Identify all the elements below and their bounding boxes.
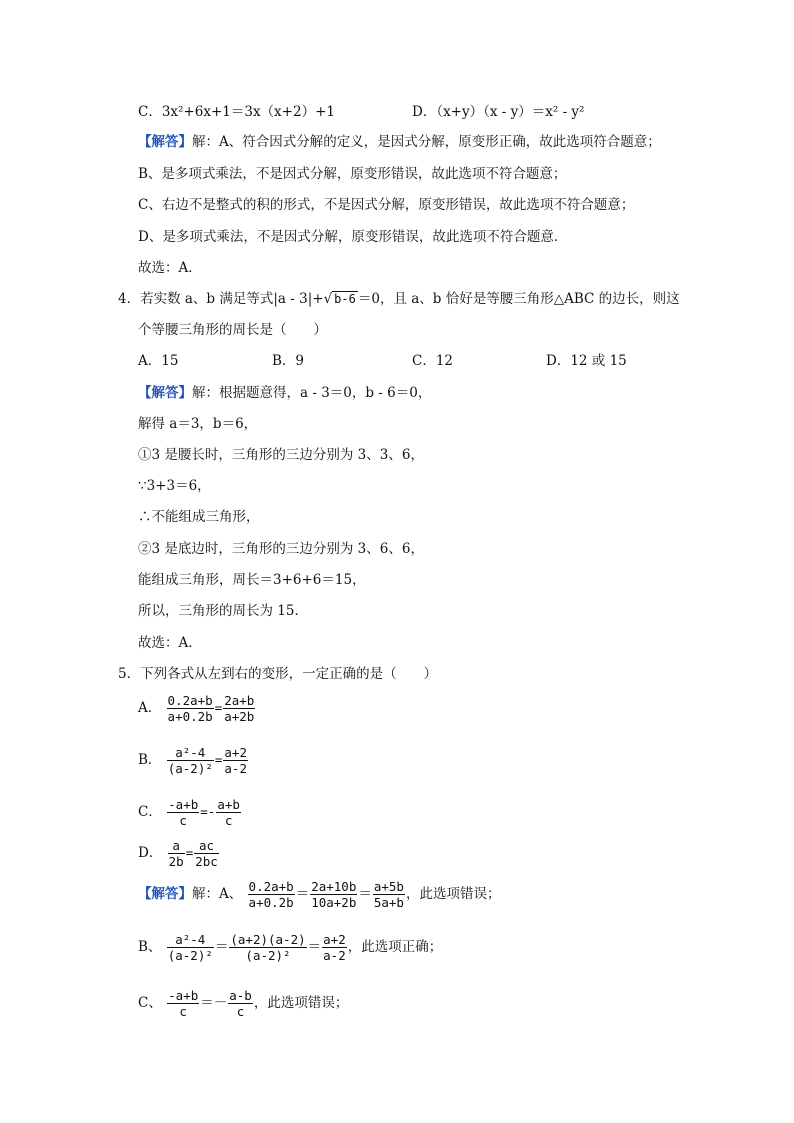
q5-option-d: D． $\frac{a}{2b}$ = $\frac{ac}{2bc}$ (138, 838, 218, 869)
q5-answer-b: B、 $\frac{\text{a²-4}}{\text{(a-2)²}}$ ＝ $\frac{(a+2)(a-2)}{\text{(a-2)²}}$ ＝ $\frac{a+2}{a-2}$ ，此选项正确； (138, 932, 443, 963)
q5-answer-a: 【解答】解：A、 $\frac{0.2a+b}{a+0.2b}$ ＝ $\frac{2a+10b}{10a+2b}$ ＝ $\frac{a+5b}{5a+b}$ ，此选项错误； (138, 879, 501, 910)
fraction: $\frac{0.2a+b}{a+0.2b}$ (248, 879, 294, 910)
q3-choice: 故选：A． (138, 260, 202, 276)
answer-tag: 【解答】 (138, 385, 192, 401)
q3-answer-d: D、是多项式乘法，不是因式分解，原变形错误，故此选项不符合题意． (138, 229, 568, 245)
q4-option-a: A．15 (138, 353, 179, 369)
option-label: C． (138, 804, 162, 820)
fraction: $\frac{\text{a²-4}}{\text{(a-2)²}}$ (167, 745, 213, 776)
q4-answer-line1 (138, 387, 431, 401)
q4-option-d: D．12 或 15 (546, 353, 627, 369)
answer-text: 解：根据题意得，a - 3＝0，b - 6＝0， (192, 385, 432, 401)
q4-option-b: B．9 (272, 353, 305, 369)
q4-step: ∵3+3＝6， (138, 478, 211, 494)
answer-tag: 【解答】 (138, 134, 192, 150)
option-label: D． (138, 845, 163, 861)
q3-answer-b: B、是多项式乘法，不是因式分解，原变形错误，故此选项不符合题意； (138, 166, 567, 182)
answer-text: ，此选项错误； (253, 995, 349, 1011)
fraction: $\frac{ac}{2bc}$ (195, 838, 218, 869)
q5-answer-c: C、 $\frac{-a+b}{c}$ ＝－ $\frac{a-b}{c}$ ，此选项错误； (138, 988, 349, 1019)
fraction: $\frac{a-b}{c}$ (229, 988, 252, 1019)
answer-tag: 【解答】 (138, 886, 192, 902)
q4-step: ①3 是腰长时，三角形的三边分别为 3、3、6， (138, 447, 424, 463)
q5-option-c: C． $\frac{-a+b}{c}$ =- $\frac{a+b}{c}$ (138, 797, 240, 828)
q5-option-b: B． $\frac{\text{a²-4}}{\text{(a-2)²}}$ = $\frac{a+2}{a-2}$ (138, 745, 247, 776)
fraction: $\frac{a}{2b}$ (168, 838, 184, 869)
q3-answer-c: C、右边不是整式的积的形式，不是因式分解，原变形错误，故此选项不符合题意； (138, 197, 635, 213)
fraction: $\frac{(a+2)(a-2)}{\text{(a-2)²}}$ (230, 932, 306, 963)
q4-stem-line2: 个等腰三角形的周长是（ ） (138, 322, 327, 338)
answer-text: ，此选项错误； (405, 886, 501, 902)
fraction: $\frac{a+2}{a-2}$ (224, 745, 247, 776)
fraction: $\frac{-a+b}{c}$ (168, 797, 199, 828)
fraction: $\frac{2a+10b}{10a+2b}$ (311, 879, 357, 910)
option-label: B． (138, 752, 162, 768)
q4-step: 所以，三角形的周长为 15． (138, 603, 308, 619)
fraction: $\frac{a+b}{c}$ (217, 797, 240, 828)
q5-stem: 5．下列各式从左到右的变形，一定正确的是（ ） (118, 666, 438, 682)
answer-text: B、 (138, 939, 162, 955)
q4-step: 解得 a＝3，b＝6， (138, 416, 258, 432)
fraction: $\frac{\text{a²-4}}{\text{(a-2)²}}$ (167, 932, 213, 963)
q4-step: ∴不能组成三角形， (138, 509, 260, 525)
q3-answer-a (138, 136, 661, 150)
answer-text: C、 (138, 995, 162, 1011)
q4-option-c: C．12 (412, 353, 454, 369)
answer-text: 解：A、 (192, 886, 243, 902)
fraction: $\frac{a+5b}{5a+b}$ (373, 879, 404, 910)
q3-option-c: C．3x²+6x+1＝3x（x+2）+1 (138, 104, 335, 120)
fraction: $\frac{a+2}{a-2}$ (323, 932, 346, 963)
stem-text: ＝0，且 a、b 恰好是等腰三角形△ABC 的边长，则这 (357, 291, 680, 307)
q4-step: ②3 是底边时，三角形的三边分别为 3、6、6， (138, 541, 424, 557)
fraction: $\frac{-a+b}{c}$ (168, 988, 199, 1019)
answer-text: 解：A、符合因式分解的定义，是因式分解，原变形正确，故此选项符合题意； (192, 134, 661, 150)
q3-option-d: D．（x+y）（x - y）＝x² - y² (412, 104, 585, 120)
sqrt-radicand: b-6 (334, 292, 356, 306)
answer-text: ，此选项正确； (347, 939, 443, 955)
option-label: A． (138, 700, 162, 716)
q4-step: 能组成三角形，周长＝3+6+6＝15， (138, 572, 366, 588)
stem-text: 4．若实数 a、b 满足等式|a - 3|+ (118, 291, 324, 307)
fraction: $\frac{2a+b}{a+2b}$ (224, 693, 255, 724)
q4-choice: 故选：A． (138, 635, 202, 651)
fraction: $\frac{0.2a+b}{a+0.2b}$ (167, 693, 213, 724)
q5-option-a: A． $\frac{0.2a+b}{a+0.2b}$ = $\frac{2a+b}{a+2b}$ (138, 693, 255, 724)
q4-stem-line1: 4．若实数 a、b 满足等式|a - 3|+√ b-6 ＝0，且 a、b 恰好是等腰三角形△ABC 的边长，则这 (118, 291, 680, 307)
